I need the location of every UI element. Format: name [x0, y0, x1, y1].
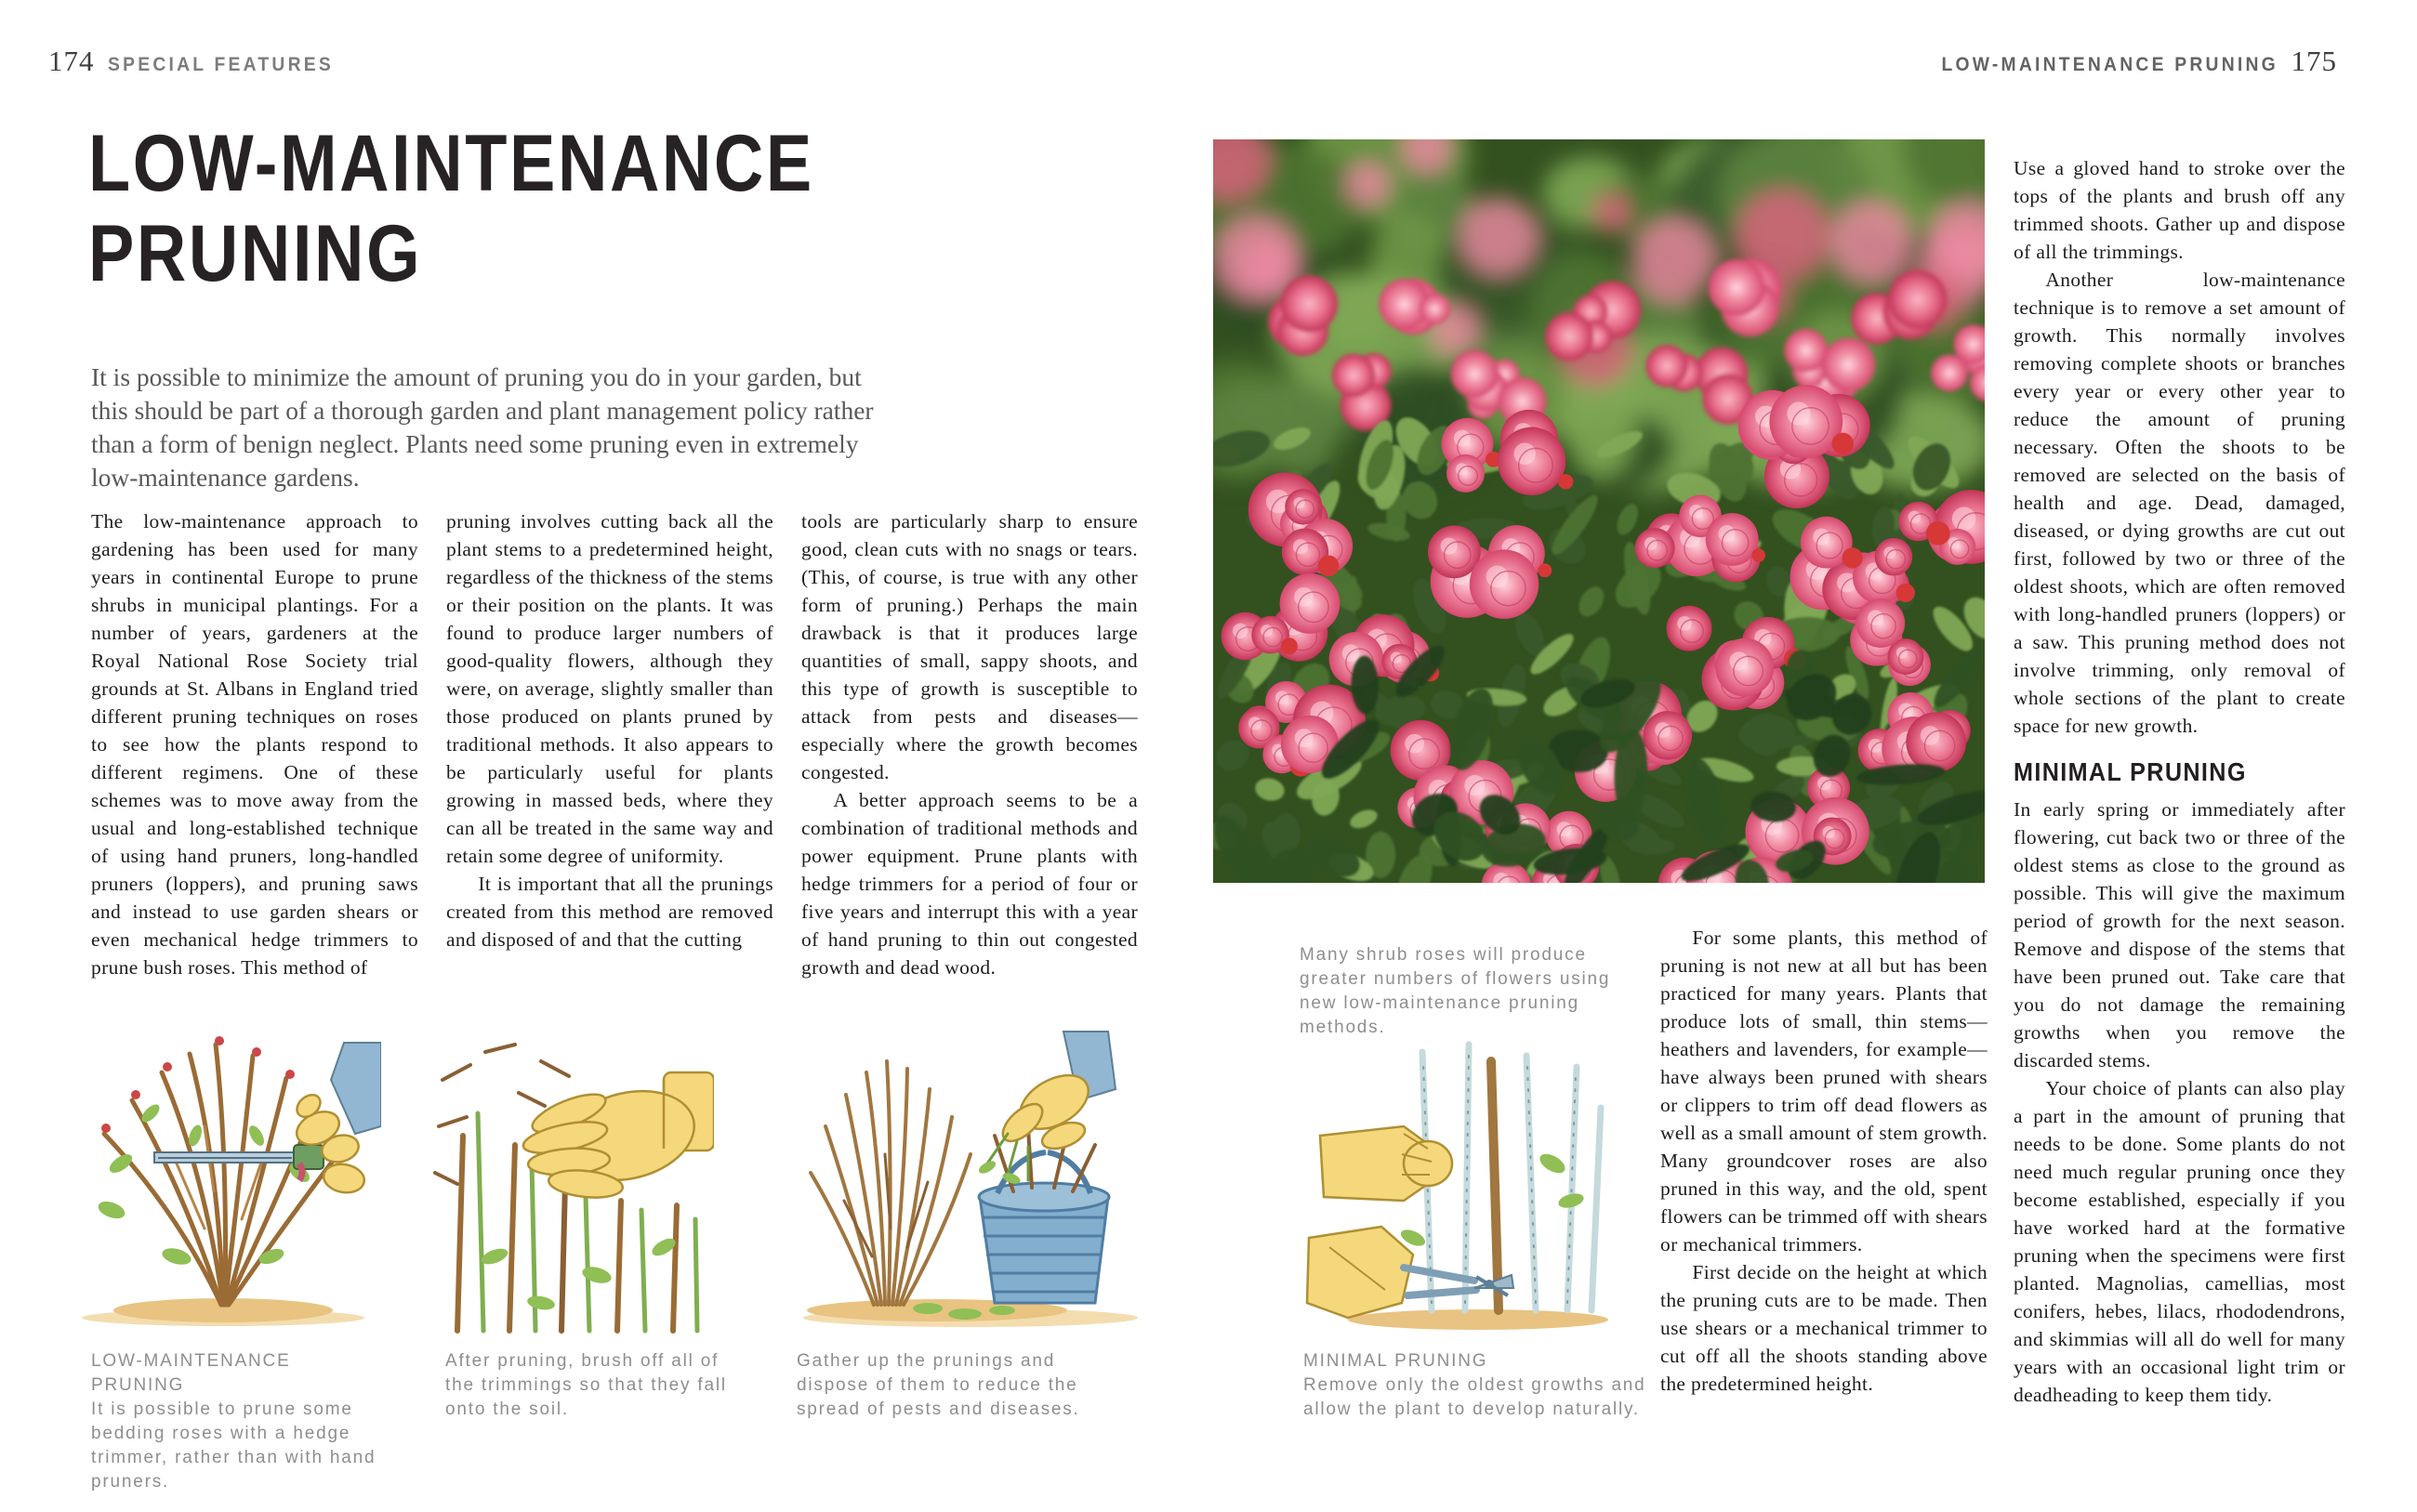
illustration-hedge-trimming-bush: [65, 1024, 381, 1336]
paragraph: The low-maintenance approach to gardening has been used for many years in continental Europe to prune shrubs in municipal plantings. For a number of years, gardeners at the Royal National Rose Society trial grounds at St. Albans in England tried different pruning techniques on roses to see how the plants respond to different regimens. One of these schemes was to move away from the usual and long-established technique of using hand pruners, long-handled pruners (loppers), and pruning saws and instead to use garden shears or even mechanical hedge trimmers to prune bush roses. This method of: [91, 510, 418, 979]
page-title-line2: PRUNING: [88, 209, 423, 298]
body-column-4: [1660, 924, 1988, 1398]
paragraph: It is important that all the prunings created from this method are removed and disposed of and that the cutting: [446, 873, 773, 951]
caption-4-body: Remove only the oldest growths and allow the plant to develop naturally.: [1303, 1375, 1646, 1419]
right-page-header: [1912, 45, 2337, 78]
paragraph: Your choice of plants can also play a part in the amount of pruning that needs to be done. Some plants do not need much regular pruning once they become established, especially if you have worked hard at the formative pruning when the specimens were first planted. Magnolias, camellias, most conifers, hebes, lilacs, rhododendrons, and skimmias will all do well for many years with an occasional light trim or deadheading to keep them tidy.: [2014, 1077, 2345, 1406]
minimal-pruning-heading: MINIMAL PRUNING: [2014, 757, 2247, 786]
paragraph: Another low-maintenance technique is to remove a set amount of growth. This normally involves removing complete shoots or branches every year or every other year to reduce the amount of pruning necessary. Often the shoots to be removed are selected on the basis of health and age. Dead, damaged, diseased, or dying growths are cut out first, followed by two or three of the oldest shoots, which are often removed with long-handled pruners (loppers) or a saw. This pruning method does not involve trimming, only removal of whole sections of the plant to create space for new growth.: [2014, 269, 2345, 737]
caption-1: [91, 1349, 379, 1494]
body-column-1: [91, 507, 418, 981]
illustration-minimal-pruning-loppers: [1292, 1024, 1616, 1336]
right-header-label: LOW-MAINTENANCE PRUNING: [1941, 54, 2278, 75]
section-label: SPECIAL FEATURES: [107, 54, 334, 75]
paragraph: Use a gloved hand to stroke over the tops of the plants and brush off any trimmed shoots. Gather up and dispose of all the trimmings.: [2014, 157, 2345, 263]
body-column-3: [801, 507, 1138, 981]
caption-2: [445, 1349, 752, 1422]
rose-photo-svg: [1213, 139, 1985, 883]
intro-paragraph: It is possible to minimize the amount of pruning you do in your garden, but this should be part of a thorough garden and plant management policy rather than a form of benign neglect. Plants need some pruning even in extremely low-maintenance gardens.: [91, 362, 874, 492]
paragraph: For some plants, this method of pruning is not new at all but has been practiced for many years. Plants that produce lots of small, thin stems—heathers and lavenders, for example—have always been pruned with shears or clippers to trim off dead flowers as well as a small amount of stem growth. Many groundcover roses are also pruned in this way, and the old, spent flowers can be trimmed off with shears or mechanical trimmers.: [1660, 927, 1988, 1256]
paragraph: pruning involves cutting back all the plant stems to a predetermined height, regardless of the thickness of the stems or their position on the plants. It was found to produce larger numbers of good-quality flowers, although they were, on average, slightly smaller than those produced on plants pruned by traditional methods. It also appears to be particularly useful for plants growing in massed beds, where they can all be treated in the same way and retain some degree of uniformity.: [446, 510, 773, 867]
paragraph: tools are particularly sharp to ensure good, clean cuts with no snags or tears. (This, of course, is true with any other form of pruning.) Perhaps the main drawback is that it produces large quantities of small, sappy shoots, and this type of growth is susceptible to attack from pests and diseases—especially where the growth becomes congested.: [801, 510, 1138, 783]
illustration-gathering-prunings: [788, 1024, 1153, 1336]
paragraph: In early spring or immediately after flowering, cut back two or three of the oldest stems as close to the ground as possible. This will give the maximum period of growth for the next season. Remove and dispose of the stems that have been pruned out. Take care that you do not damage the remaining growths when you remove the discarded stems.: [2014, 798, 2345, 1072]
caption-1-body: It is possible to prune some bedding roses with a hedge trimmer, rather than with hand pruners.: [91, 1400, 376, 1492]
caption-4: [1303, 1349, 1671, 1422]
right-page-number: 175: [2291, 45, 2337, 77]
caption-2-body: After pruning, brush off all of the trimmings so that they fall onto the soil.: [445, 1351, 727, 1419]
rose-bush-photo: [1213, 139, 1985, 883]
paragraph: A better approach seems to be a combination of traditional methods and power equipment. Prune plants with hedge trimmers for a period of four or five years and interrupt this with a year of hand pruning to thin out congested growth and dead wood.: [801, 789, 1138, 979]
photo-caption: Many shrub roses will produce greater numbers of flowers using new low-maintenance pruning methods.: [1300, 945, 1611, 1037]
body-column-5: [2014, 154, 2345, 1409]
page-title: [88, 119, 932, 299]
body-column-2: [446, 507, 773, 953]
caption-3: [797, 1349, 1103, 1422]
left-page-number: 174: [48, 45, 95, 77]
caption-3-body: Gather up the prunings and dispose of them to reduce the spread of pests and diseases.: [797, 1351, 1080, 1419]
paragraph: First decide on the height at which the pruning cuts are to be made. Then use shears or a mechanical trimmer to cut off all the shoots standing above the predetermined height.: [1660, 1261, 1988, 1395]
left-page-header: [48, 45, 353, 78]
caption-4-title: MINIMAL PRUNING: [1303, 1351, 1488, 1371]
page-title-line1: LOW-MAINTENANCE: [88, 119, 814, 208]
illustration-brushing-off-trimmings: [429, 1024, 714, 1336]
caption-1-title: LOW-MAINTENANCE PRUNING: [91, 1351, 291, 1395]
